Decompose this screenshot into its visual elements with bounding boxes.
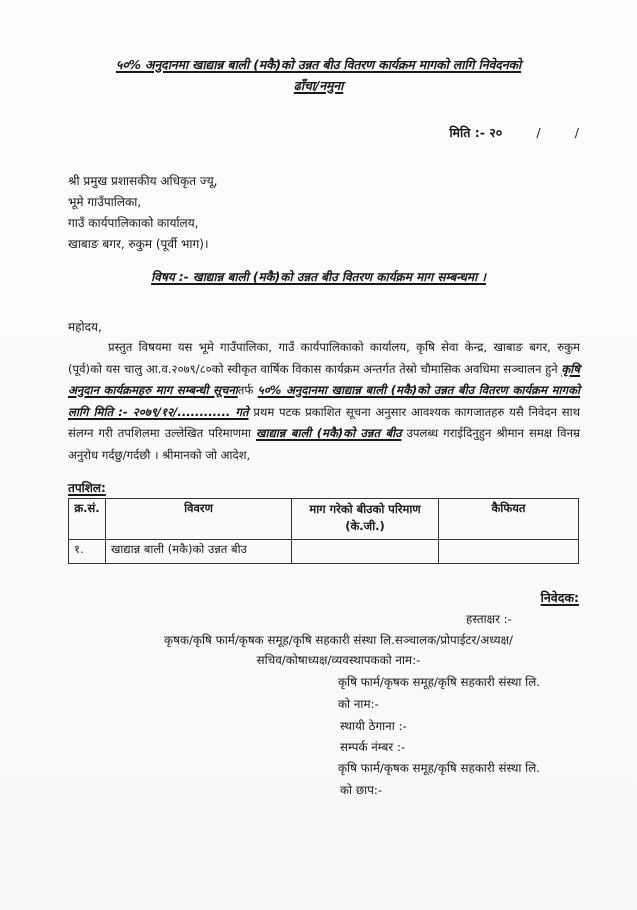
header-description: विवरण <box>106 499 292 540</box>
address-line: खाबाङ बगर, रुकुम (पूर्वी भाग)। <box>68 237 209 251</box>
cell-quantity[interactable] <box>292 540 439 564</box>
applicant-label-text: निवेदक: <box>540 590 579 605</box>
permanent-address-field: स्थायी ठेगाना :- <box>340 719 407 733</box>
date-label: मिति :- २० <box>449 125 503 140</box>
body-emphasis: खाद्यान्न बाली (मकै)को उन्नत बीउ <box>256 426 402 441</box>
body-text: तर्फ <box>237 383 258 398</box>
salutation: महोदय, <box>68 320 102 334</box>
contact-number-field: सम्पर्क नंम्बर :- <box>340 740 406 754</box>
address-line: श्री प्रमुख प्रशासकीय अधिकृत ज्यू, <box>68 174 218 188</box>
address-line: भूमे गाउँपालिका, <box>68 195 142 209</box>
body-emphasis: ५०% अनुदानमा खाद्यान्न बाली (मकै)को उन्नत बीउ वितरण कार्यक्रम मागको लागि मिति :- २०७९/१२/............ गते <box>68 383 580 419</box>
header-quantity: माग गरेको बीउको परिमाण (के.जी.) <box>292 499 439 540</box>
date-separator-1: / <box>536 125 541 140</box>
body-paragraph <box>68 337 580 467</box>
cell-remarks[interactable] <box>439 540 579 564</box>
table-header-row <box>69 499 579 540</box>
schedule-label <box>68 479 106 496</box>
cell-serial-number: १. <box>69 540 106 564</box>
body-emphasis: कृषि अनुदान कार्यक्रमहरु माग सम्बन्धी सूचना <box>68 361 580 398</box>
schedule-table <box>68 498 579 564</box>
document-title-line-2 <box>0 77 637 94</box>
recipient-address <box>68 171 218 255</box>
body-text: प्रथम पटक प्रकाशित सूचना अनुसार आवश्यक कागजातहरु यसै निवेदन साथ संलग्न गरी तपशिलमा उल्लेखित परिमाणमा <box>68 404 580 441</box>
address-line: गाउँ कार्यपालिकाको कार्यालय, <box>68 216 199 230</box>
cell-description: खाद्यान्न बाली (मकै)को उन्नत बीउ <box>106 540 292 564</box>
document-title-line-2-text: ढाँचा/नमुना <box>293 78 344 93</box>
date-line <box>449 124 579 141</box>
signature-field: हस्ताक्षर :- <box>466 612 512 626</box>
subject-text: विषय :- खाद्यान्न बाली (मकै)को उन्नत बीउ वितरण कार्यक्रम माग सम्बन्धमा । <box>151 270 486 284</box>
header-remarks: कैफियत <box>439 499 579 540</box>
date-separator-2: / <box>574 125 579 140</box>
document-title-line-1: ५०% अनुदानमा खाद्यान्न बाली (मकै)को उन्नत बीउ वितरण कार्यक्रम मागको लागि निवेदनको <box>115 57 522 72</box>
table-row <box>69 540 579 564</box>
stamp-field: को छाप:- <box>340 783 383 797</box>
schedule-label-text: तपशिल: <box>68 481 106 495</box>
header-serial-number: क्र.सं. <box>69 499 106 540</box>
applicant-role-line-2: सचिव/कोषाध्यक्ष/व्यवस्थापकको नाम:- <box>256 653 421 667</box>
applicant-label <box>541 589 579 606</box>
org-name-field: को नाम:- <box>338 697 379 711</box>
subject-line <box>0 268 637 285</box>
body-text: उपलब्ध गराईदिनुहुन श्रीमान समक्ष विनम्र अनुरोध गर्दछु/गर्दछौ । श्रीमानको जो आदेश, <box>68 426 580 462</box>
org-name-line-1: कृषि फार्म/कृषक समूह/कृषि सहकारी संस्था लि. <box>338 675 540 689</box>
stamp-line-1: कृषि फार्म/कृषक समूह/कृषि सहकारी संस्था लि. <box>338 761 540 775</box>
body-text: प्रस्तुत विषयमा यस भूमे गाउँपालिका, गाउँ कार्यपालिकाको कार्यालय, कृषि सेवा केन्द्र, खाबाङ बगर, रुकुम (पूर्व)को यस चालु आ.व.२०७९/८०को स्वीकृत वार्षिक विकास कार्यक्रम अन्तर्गत तेस्रो चौमासिक अवधिमा सञ्चालन हुने <box>68 340 580 376</box>
applicant-role-line-1: कृषक/कृषि फार्म/कृषक समूह/कृषि सहकारी संस्था लि.सञ्चालक/प्रोपाईटर/अध्यक्ष/ <box>164 633 513 647</box>
